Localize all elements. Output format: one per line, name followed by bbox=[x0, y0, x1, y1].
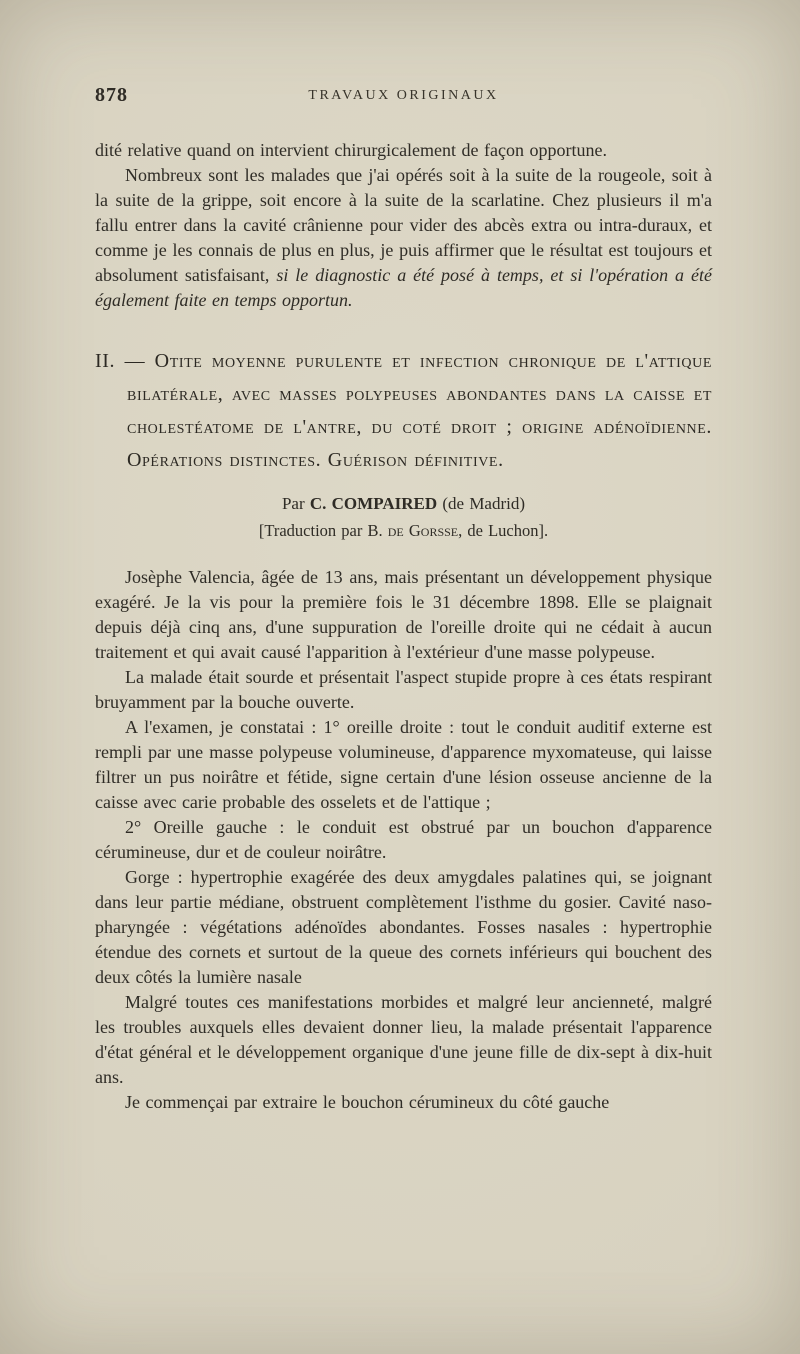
body-paragraph-6: Malgré toutes ces manifestations morbides et malgré leur ancienneté, malgré les troubles auxquels elles devaient donner lieu, la malade présentait l'apparence d'état général et le développement organique d'une jeune fille de dix-sept à dix-huit ans. bbox=[95, 992, 712, 1087]
intro-paragraph bbox=[95, 163, 712, 313]
translator-name: de Gorsse bbox=[387, 521, 459, 540]
page-number: 878 bbox=[95, 84, 128, 106]
intro-paragraph-continued: dité relative quand on intervient chirurgicalement de façon opportune. bbox=[95, 140, 607, 160]
section-heading: II. — Otite moyenne purulente et infection chronique de l'attique bilatérale, avec masses polypeuses abondantes dans la caisse et cholestéatome de l'antre, du coté droit ; origine adénoïdienne. Opérations distinctes. Guérison définitive. bbox=[95, 350, 712, 471]
author-name: C. COMPAIRED bbox=[309, 494, 438, 513]
page-header bbox=[95, 84, 712, 112]
body-paragraph-3: A l'examen, je constatai : 1° oreille droite : tout le conduit auditif externe est rempli par une masse polypeuse volumineuse, d'apparence myxomateuse, qui laisse filtrer un pus noirâtre et fétide, signe certain d'une lésion osseuse ancienne de la caisse avec carie probable des osselets et de l'attique ; bbox=[95, 717, 712, 812]
body-paragraph-7: Je commençai par extraire le bouchon cérumineux du côté gauche bbox=[125, 1092, 610, 1112]
byline bbox=[95, 491, 712, 516]
translation-credit bbox=[95, 518, 712, 543]
intro-paragraph-text: Nombreux sont les malades que j'ai opérés soit à la suite de la rougeole, soit à la suite de la grippe, soit encore à la suite de la scarlatine. Chez plusieurs il m'a fallu entrer dans la cavité crânienne pour vider des abcès extra ou intra-duraux, et comme je les connais de plus en plus, je puis affirmer que le résultat est toujours et absolument satisfaisant, bbox=[95, 165, 712, 285]
body-paragraph-1: Josèphe Valencia, âgée de 13 ans, mais présentant un développement physique exagéré. Je la vis pour la première fois le 31 décembre 1898. Elle se plaignait depuis déjà cinq ans, d'une suppuration de l'oreille droite qui ne cédait à aucun traitement et qui avait causé l'apparition à l'extérieur d'une masse polypeuse. bbox=[95, 567, 712, 662]
text-column bbox=[95, 138, 712, 1115]
body-paragraph-2: La malade était sourde et présentait l'aspect stupide propre à ces états respirant bruyamment par la bouche ouverte. bbox=[95, 667, 712, 712]
translation-prefix: [Traduction par B. bbox=[258, 521, 388, 540]
byline-prefix: Par bbox=[281, 494, 310, 513]
byline-suffix: (de Madrid) bbox=[437, 494, 526, 513]
running-title: TRAVAUX ORIGINAUX bbox=[308, 88, 499, 103]
intro-italic-clause: si le diagnostic a été posé à temps, et si l'opération a été également faite en temps opportun. bbox=[95, 265, 712, 310]
body-paragraph-5: Gorge : hypertrophie exagérée des deux amygdales palatines qui, se joignant dans leur partie médiane, obstruent complètement l'isthme du gosier. Cavité naso-pharyngée : végétations adénoïdes abondantes. Fosses nasales : hypertrophie étendue des cornets et surtout de la queue des cornets inférieurs qui bouchent des deux côtés la lumière nasale bbox=[95, 867, 712, 987]
body-paragraph-4: 2° Oreille gauche : le conduit est obstrué par un bouchon d'apparence cérumineuse, dur et de couleur noirâtre. bbox=[95, 817, 712, 862]
translation-suffix: , de Luchon]. bbox=[458, 521, 549, 540]
